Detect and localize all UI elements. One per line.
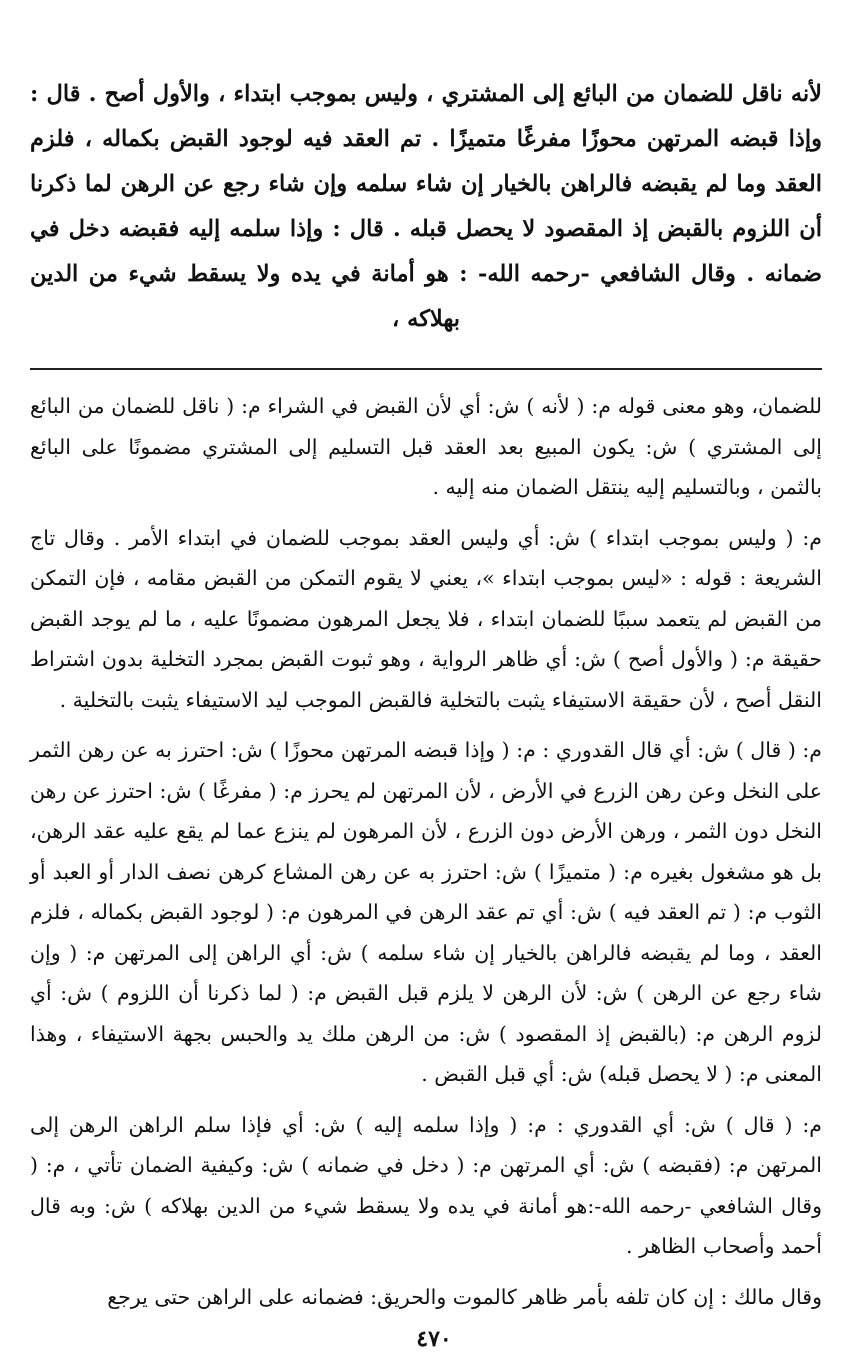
sharh-paragraph: م: ( قال ) ش: أي القدوري : م: ( وإذا سلمه إليه ) ش: أي فإذا سلم الراهن الرهن إلى المرتهن م: (فقبضه ) ش: أي المرتهن م: ( دخل في ضمانه ) ش: وكيفية الضمان تأتي ، م: ( وقال الشافعي -رحمه الله-:هو أمانة في يده ولا يسقط شيء من الدين بهلاكه ) ش: وبه قال أحمد وأصحاب الظاهر . xyxy=(30,1112,822,1258)
sharh-commentary xyxy=(30,386,822,1317)
sharh-paragraph: للضمان، وهو معنى قوله م: ( لأنه ) ش: أي لأن القبض في الشراء م: ( ناقل للضمان من البائع إلى المشتري ) ش: يكون المبيع بعد العقد قبل التسليم إلى المشتري مضمونًا على البائع بالثمن ، وبالتسليم إليه ينتقل الضمان منه إليه . xyxy=(30,394,822,499)
sharh-paragraph: م: ( وليس بموجب ابتداء ) ش: أي وليس العقد بموجب للضمان في ابتداء الأمر . وقال تاج الشريعة : قوله : «ليس بموجب ابتداء »، يعني لا يقوم التمكن من القبض مقامه ، فإن التمكن من القبض لم يتعمد سببًا للضمان ابتداء ، فلا يجعل المرهون مضمونًا عليه ، ما لم يوجد القبض حقيقة م: ( والأول أصح ) ش: أي ظاهر الرواية ، وهو ثبوت القبض بمجرد التخلية بدون اشتراط النقل أصح ، لأن حقيقة الاستيفاء يثبت بالتخلية فالقبض الموجب ليد الاستيفاء يثبت بالتخلية . xyxy=(30,525,822,712)
page-number: ٤٧٠ xyxy=(416,1326,452,1352)
sharh-paragraph: م: ( قال ) ش: أي قال القدوري : م: ( وإذا قبضه المرتهن محوزًا ) ش: احترز به عن رهن الثمر على النخل وعن رهن الزرع في الأرض ، لأن المرتهن لم يحرز م: ( مفرغًا ) ش: احترز عن رهن النخل دون الثمر ، ورهن الأرض دون الزرع ، لأن المرهون لم ينزع عما لم يقع عليه عقد الرهن، بل هو مشغول بغيره م: ( متميزًا ) ش: احترز به عن رهن المشاع كرهن نصف الدار أو العبد أو الثوب م: ( تم العقد فيه ) ش: أي تم عقد الرهن في المرهون م: ( لوجود القبض بكماله ، فلزم العقد ، وما لم يقبضه فالراهن بالخيار إن شاء سلمه ) ش: أي الراهن إلى المرتهن م: ( وإن شاء رجع عن الرهن ) ش: لأن الرهن لا يلزم قبل القبض م: ( لما ذكرنا أن اللزوم ) ش: أي لزوم الرهن م: (بالقبض إذ المقصود ) ش: من الرهن ملك يد والحبس بجهة الاستيفاء ، وهذا المعنى م: ( لا يحصل قبله) ش: أي قبل القبض . xyxy=(30,738,822,1086)
matn-text: لأنه ناقل للضمان من البائع إلى المشتري ، وليس بموجب ابتداء ، والأول أصح . قال : وإذا قبضه المرتهن محوزًا مفرغًا متميزًا . تم العقد فيه لوجود القبض بكماله ، فلزم العقد وما لم يقبضه فالراهن بالخيار إن شاء سلمه وإن شاء رجع عن الرهن لما ذكرنا أن اللزوم بالقبض إذ المقصود لا يحصل قبله . قال : وإذا سلمه إليه فقبضه دخل في ضمانه . وقال الشافعي -رحمه الله- : هو أمانة في يده ولا يسقط شيء من الدين بهلاكه ، xyxy=(30,81,822,332)
sharh-paragraph: وقال مالك : إن كان تلفه بأمر ظاهر كالموت والحريق: فضمانه على الراهن حتى يرجع xyxy=(107,1284,822,1309)
separator-rule xyxy=(30,368,822,370)
